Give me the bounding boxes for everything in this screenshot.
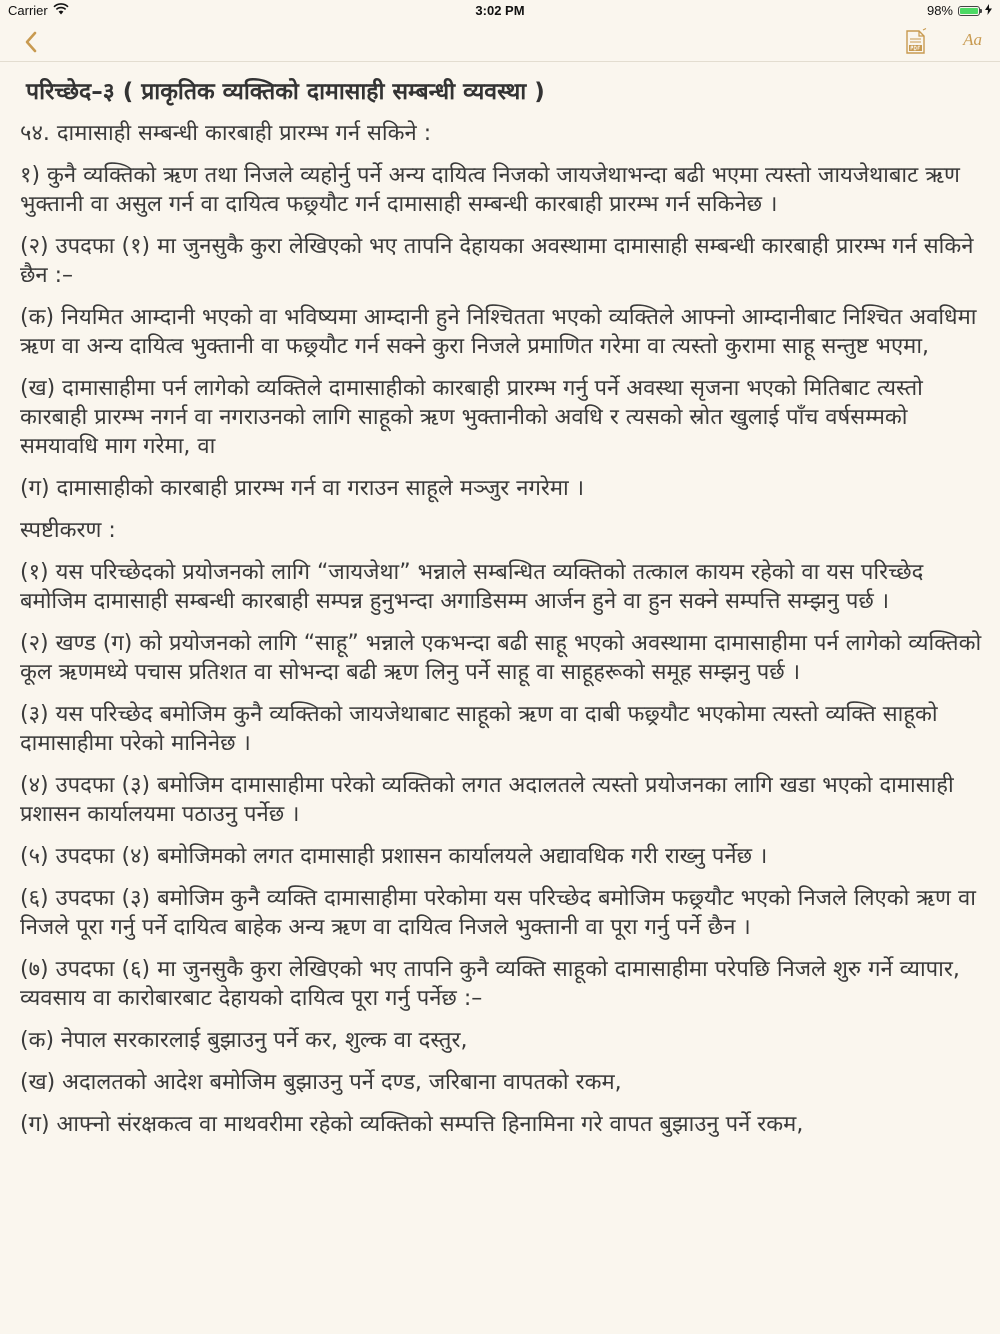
battery-icon	[958, 6, 980, 16]
pdf-document-icon	[904, 28, 928, 56]
navigation-bar	[0, 22, 1000, 62]
paragraph: (ख) अदालतको आदेश बमोजिम बुझाउनु पर्ने दण्ड, जरिबाना वापतको रकम,	[20, 1070, 622, 1095]
pdf-export-button[interactable]	[904, 28, 928, 56]
paragraph: स्पष्टीकरण :	[20, 518, 116, 543]
status-time: 3:02 PM	[475, 3, 525, 18]
paragraph: (ग) आफ्नो संरक्षकत्व वा माथवरीमा रहेको व्यक्तिको सम्पत्ति हिनामिना गरे वापत बुझाउनु पर्ने रकम,	[20, 1112, 804, 1137]
document-content	[20, 72, 988, 1152]
paragraph: ५४. दामासाही सम्बन्धी कारबाही प्रारम्भ गर्न सकिने :	[20, 121, 432, 146]
charging-bolt-icon	[985, 3, 992, 18]
paragraph: (४) उपदफा (३) बमोजिम दामासाहीमा परेको व्यक्तिको लगत अदालतले त्यस्तो प्रयोजनका लागि खडा भएको दामासाही प्रशासन कार्यालयमा पठाउनु पर्नेछ ।	[20, 773, 954, 827]
status-right	[927, 3, 992, 18]
battery-fill	[960, 8, 978, 14]
paragraph: (क) नियमित आम्दानी भएको वा भविष्यमा आम्दानी हुने निश्चितता भएको व्यक्तिले आफ्नो आम्दानीबाट निश्चित अवधिमा ऋण वा अन्य दायित्व भुक्तानी वा फछ्र्यौट गर्न सक्ने कुरा निजले प्रमाणित गरेमा वा त्यस्तो कुरामा साहू सन्तुष्ट भएमा,	[20, 305, 977, 359]
paragraph: (ग) दामासाहीको कारबाही प्रारम्भ गर्न वा गराउन साहूले मञ्जुर नगरेमा ।	[20, 476, 585, 501]
section-heading: परिच्छेद–३ ( प्राकृतिक व्यक्तिको दामासाही सम्बन्धी व्यवस्था )	[26, 79, 545, 105]
paragraph: (५) उपदफा (४) बमोजिमको लगत दामासाही प्रशासन कार्यालयले अद्यावधिक गरी राख्नु पर्नेछ ।	[20, 844, 768, 869]
status-bar	[0, 0, 1000, 22]
paragraph: (ख) दामासाहीमा पर्न लागेको व्यक्तिले दामासाहीको कारबाही प्रारम्भ गर्नु पर्ने अवस्था सृजना भएको मितिबाट त्यस्तो कारबाही प्रारम्भ नगर्न वा नगराउनको लागि साहूको ऋण भुक्तानीको अवधि र त्यसको स्रोत खुलाई पाँच वर्षसम्मको समयावधि माग गरेमा, वा	[20, 376, 923, 459]
chevron-left-icon	[18, 28, 46, 56]
paragraph: (२) उपदफा (१) मा जुनसुकै कुरा लेखिएको भए तापनि देहायका अवस्थामा दामासाही सम्बन्धी कारबाही प्रारम्भ गर्न सकिने छैन :–	[20, 234, 974, 288]
back-button[interactable]	[18, 28, 46, 56]
paragraph: (१) यस परिच्छेदको प्रयोजनको लागि “जायजेथा” भन्नाले सम्बन्धित व्यक्तिको तत्काल कायम रहेको वा यस परिच्छेद बमोजिम दामासाही सम्बन्धी कारबाही सम्पन्न हुनुभन्दा अगाडिसम्म आर्जन हुने वा हुन सक्ने सम्पत्ति सम्झनु पर्छ ।	[20, 560, 924, 614]
paragraph: (२) खण्ड (ग) को प्रयोजनको लागि “साहू” भन्नाले एकभन्दा बढी साहू भएको अवस्थामा दामासाहीमा पर्न लागेको व्यक्तिको कूल ऋणमध्ये पचास प्रतिशत वा सोभन्दा बढी ऋण लिनु पर्ने साहू वा साहूहरूको समूह सम्झनु पर्छ ।	[20, 631, 982, 685]
font-size-button[interactable]: Aa	[963, 30, 982, 49]
paragraph: (३) यस परिच्छेद बमोजिम कुनै व्यक्तिको जायजेथाबाट साहूको ऋण वा दाबी फछ्र्यौट भएकोमा त्यस्तो व्यक्ति साहूको दामासाहीमा परेको मानिनेछ ।	[20, 702, 938, 756]
paragraph: १) कुनै व्यक्तिको ऋण तथा निजले व्यहोर्नु पर्ने अन्य दायित्व निजको जायजेथाभन्दा बढी भएमा त्यस्तो जायजेथाबाट ऋण भुक्तानी वा असुल गर्न वा दायित्व फछ्र्यौट गर्न दामासाही सम्बन्धी कारबाही प्रारम्भ गर्न सकिनेछ ।	[20, 163, 960, 217]
paragraph: (६) उपदफा (३) बमोजिम कुनै व्यक्ति दामासाहीमा परेकोमा यस परिच्छेद बमोजिम फछ्र्यौट भएको निजले लिएको ऋण वा निजले पूरा गर्नु पर्ने दायित्व बाहेक अन्य ऋण वा दायित्व निजले भुक्तानी वा पूरा गर्नु पर्ने छैन ।	[20, 886, 976, 940]
carrier-label: Carrier	[8, 3, 48, 18]
battery-percent: 98%	[926, 3, 953, 18]
paragraph: (७) उपदफा (६) मा जुनसुकै कुरा लेखिएको भए तापनि कुनै व्यक्ति साहूको दामासाहीमा परेपछि निजले शुरु गर्ने व्यापार, व्यवसाय वा कारोबारबाट देहायको दायित्व पूरा गर्नु पर्नेछ :–	[20, 957, 960, 1011]
paragraph: (क) नेपाल सरकारलाई बुझाउनु पर्ने कर, शुल्क वा दस्तुर,	[20, 1028, 468, 1053]
